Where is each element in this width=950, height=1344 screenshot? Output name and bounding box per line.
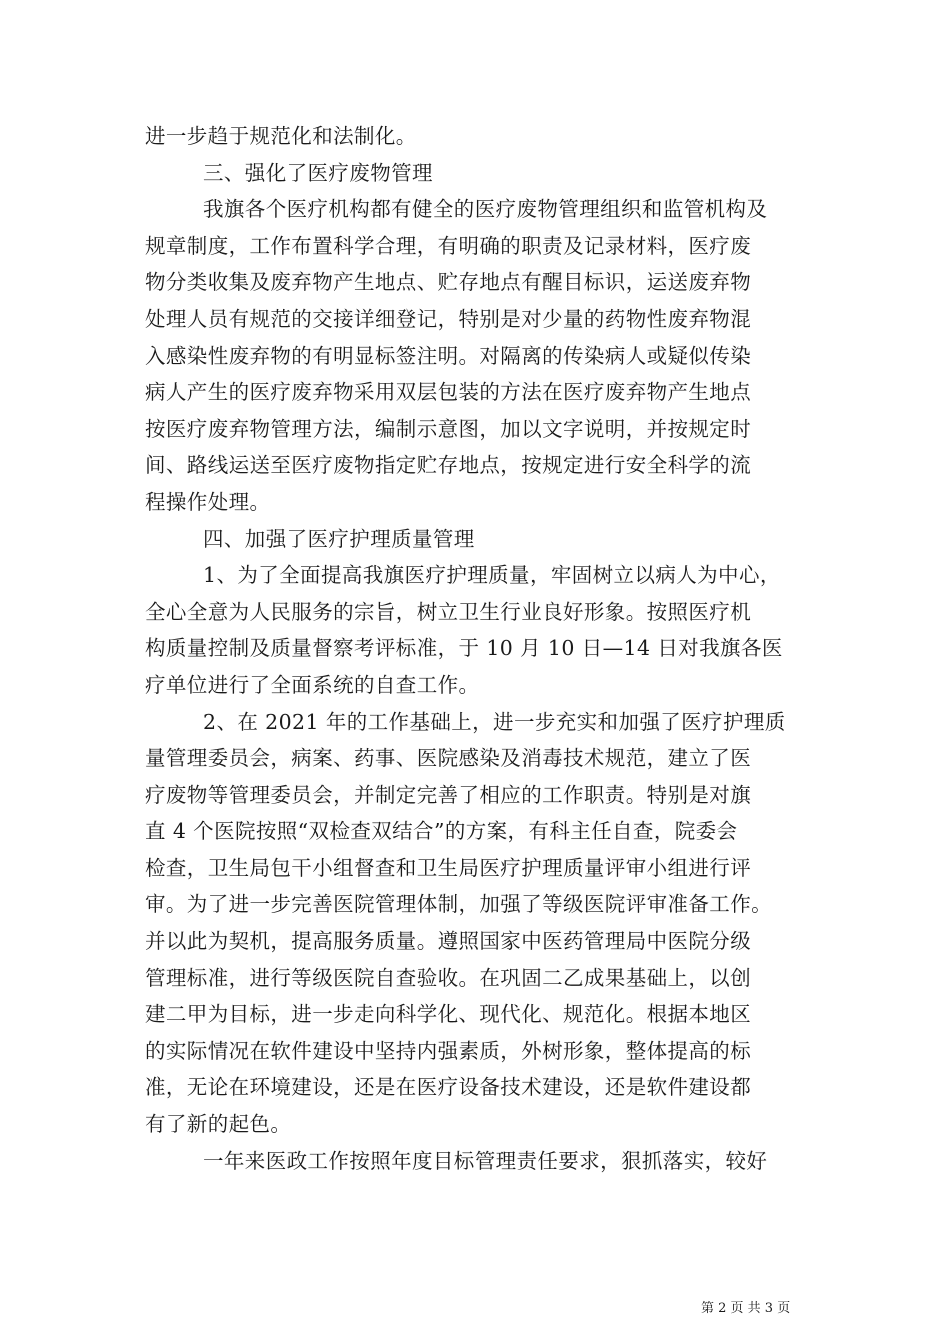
text-line: 量管理委员会，病案、药事、医院感染及消毒技术规范，建立了医 (145, 746, 752, 771)
text-line: 进一步趋于规范化和法制化。 (145, 124, 417, 148)
text-line: 入感染性废弃物的有明显标签注明。对隔离的传染病人或疑似传染 (145, 343, 752, 368)
document-body (145, 118, 815, 1179)
text-line: 审。为了进一步完善医院管理体制，加强了等级医院评审准备工作。 (145, 892, 772, 917)
text-line: 一年来医政工作按照年度目标管理责任要求，狠抓落实，较好 (203, 1148, 768, 1173)
text-line: 管理标准，进行等级医院自查验收。在巩固二乙成果基础上，以创 (145, 965, 752, 990)
text-line: 直 4 个医院按照“双检查双结合”的方案，有科主任自查，院委会 (145, 819, 738, 844)
text-line: 疗单位进行了全面系统的自查工作。 (145, 672, 480, 697)
text-line: 准，无论在环境建设，还是在医疗设备技术建设，还是软件建设都 (145, 1075, 752, 1100)
text-line: 有了新的起色。 (145, 1112, 292, 1137)
text-line: 1、为了全面提高我旗医疗护理质量，牢固树立以病人为中心， (203, 563, 781, 588)
text-line: 检查，卫生局包干小组督查和卫生局医疗护理质量评审小组进行评 (145, 855, 752, 880)
text-line: 物分类收集及废弃物产生地点、贮存地点有醒目标识，运送废弃物 (145, 270, 752, 295)
text-line: 构质量控制及质量督察考评标准，于 10 月 10 日—14 日对我旗各医 (145, 636, 783, 661)
page-number: 第 2 页 共 3 页 (701, 1301, 791, 1316)
section-heading: 三、强化了医疗废物管理 (203, 160, 433, 185)
text-line: 处理人员有规范的交接详细登记，特别是对少量的药物性废弃物混 (145, 306, 752, 331)
text-line: 2、在 2021 年的工作基础上，进一步充实和加强了医疗护理质 (203, 709, 786, 734)
text-line: 按医疗废弃物管理方法，编制示意图，加以文字说明，并按规定时 (145, 416, 752, 441)
section-heading: 四、加强了医疗护理质量管理 (203, 526, 475, 551)
text-line: 规章制度，工作布置科学合理，有明确的职责及记录材料，医疗废 (145, 233, 752, 258)
text-line: 并以此为契机，提高服务质量。遵照国家中医药管理局中医院分级 (145, 929, 752, 954)
text-line: 间、路线运送至医疗废物指定贮存地点，按规定进行安全科学的流 (145, 453, 752, 478)
text-line: 疗废物等管理委员会，并制定完善了相应的工作职责。特别是对旗 (145, 782, 752, 807)
text-line: 程操作处理。 (145, 489, 271, 514)
text-line: 建二甲为目标，进一步走向科学化、现代化、规范化。根据本地区 (145, 1002, 752, 1027)
text-line: 全心全意为人民服务的宗旨，树立卫生行业良好形象。按照医疗机 (145, 599, 752, 624)
text-line: 我旗各个医疗机构都有健全的医疗废物管理组织和监管机构及 (203, 197, 768, 222)
text-line: 的实际情况在软件建设中坚持内强素质，外树形象，整体提高的标 (145, 1038, 752, 1063)
text-line: 病人产生的医疗废弃物采用双层包装的方法在医疗废弃物产生地点 (145, 380, 752, 405)
